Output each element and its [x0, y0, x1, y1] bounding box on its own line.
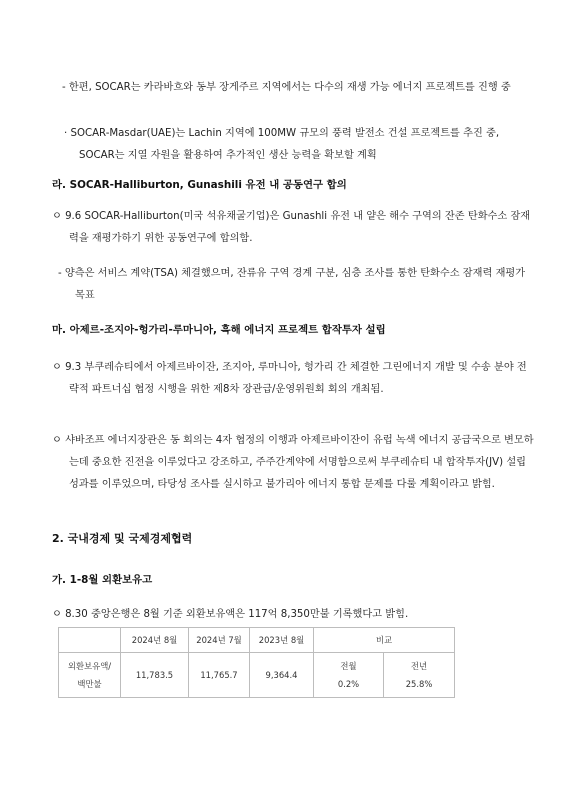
table-cell: 9,364.4 — [250, 653, 314, 698]
table-cell-compare-mom — [314, 653, 384, 698]
table-cell-compare-yoy — [384, 653, 455, 698]
paragraph-tsa-contract: - 양측은 서비스 계약(TSA) 체결했으며, 잔류유 구역 경계 구분, 심층 조사를 통한 탄화수소 잠재력 재평가 목표 — [58, 268, 526, 301]
row-label-line-1: 외환보유액/ — [67, 661, 112, 671]
fx-reserves-table — [58, 627, 455, 698]
paragraph-halliburton-agreement: ㅇ 9.6 SOCAR-Halliburton(미국 석유채굴기업)은 Gunashli 유전 내 얕은 해수 구역의 잔존 탄화수소 잠재력을 재평가하기 위한 공동연구에 합의함. — [52, 211, 531, 244]
table-cell: 11,783.5 — [121, 653, 189, 698]
paragraph-energy-minister: ㅇ 샤바조프 에너지장관은 동 회의는 4자 협정의 이행과 아제르바이잔이 유럽 녹색 에너지 공급국으로 변모하는데 중요한 진전을 이루었다고 강조하고, 주주간계약에 서명함으로써 부쿠레슈티 내 합작투자(JV) 설립 성과를 이루었으며, 타당성 조사를 실시하고 불가리아 에너지 통합 문제를 다룰 계획이라고 밝힘. — [52, 435, 534, 490]
table-row-label — [59, 653, 121, 698]
table-header-cell: 비교 — [314, 628, 455, 653]
table-header-cell: 2023년 8월 — [250, 628, 314, 653]
section-heading-ma: 마. 아제르-조지아-헝가리-루마니아, 흑해 에너지 프로젝트 합작투자 설립 — [52, 324, 386, 336]
table-header-cell: 2024년 7월 — [189, 628, 250, 653]
compare-label: 전년 — [410, 661, 428, 671]
paragraph-socar-masdar: · SOCAR-Masdar(UAE)는 Lachin 지역에 100MW 규모의 풍력 발전소 건설 프로젝트를 추진 중, SOCAR는 지열 자원을 활용하여 추가적인 생산 능력을 확보할 계획 — [64, 128, 500, 161]
compare-value: 0.2% — [337, 679, 360, 689]
table-row — [59, 653, 455, 698]
paragraph-socar-renewables: - 한편, SOCAR는 카라바흐와 동부 장게주르 지역에서는 다수의 재생 가능 에너지 프로젝트를 진행 중 — [62, 82, 511, 93]
section-heading-ra: 라. SOCAR-Halliburton, Gunashili 유전 내 공동연구 합의 — [52, 179, 347, 191]
row-label-line-2: 백만불 — [77, 679, 102, 689]
paragraph-fx-reserves: ㅇ 8.30 중앙은행은 8월 기준 외환보유액은 117억 8,350만불 기록했다고 밝힘. — [52, 609, 409, 620]
compare-label: 전월 — [340, 661, 357, 671]
paragraph-bucharest-meeting: ㅇ 9.3 부쿠레슈티에서 아제르바이잔, 조지아, 루마니아, 헝가리 간 체결한 그린에너지 개발 및 수송 분야 전략적 파트너십 협정 시행을 위한 제8차 장관급/운영위원회 회의 개최됨. — [52, 362, 527, 395]
table-header-row — [59, 628, 455, 653]
table-cell: 11,765.7 — [189, 653, 250, 698]
section-heading-ga: 가. 1-8월 외환보유고 — [52, 574, 153, 586]
section-heading-2: 2. 국내경제 및 국제경제협력 — [52, 532, 193, 545]
compare-value: 25.8% — [405, 679, 433, 689]
table-header-cell — [59, 628, 121, 653]
table-header-cell: 2024년 8월 — [121, 628, 189, 653]
